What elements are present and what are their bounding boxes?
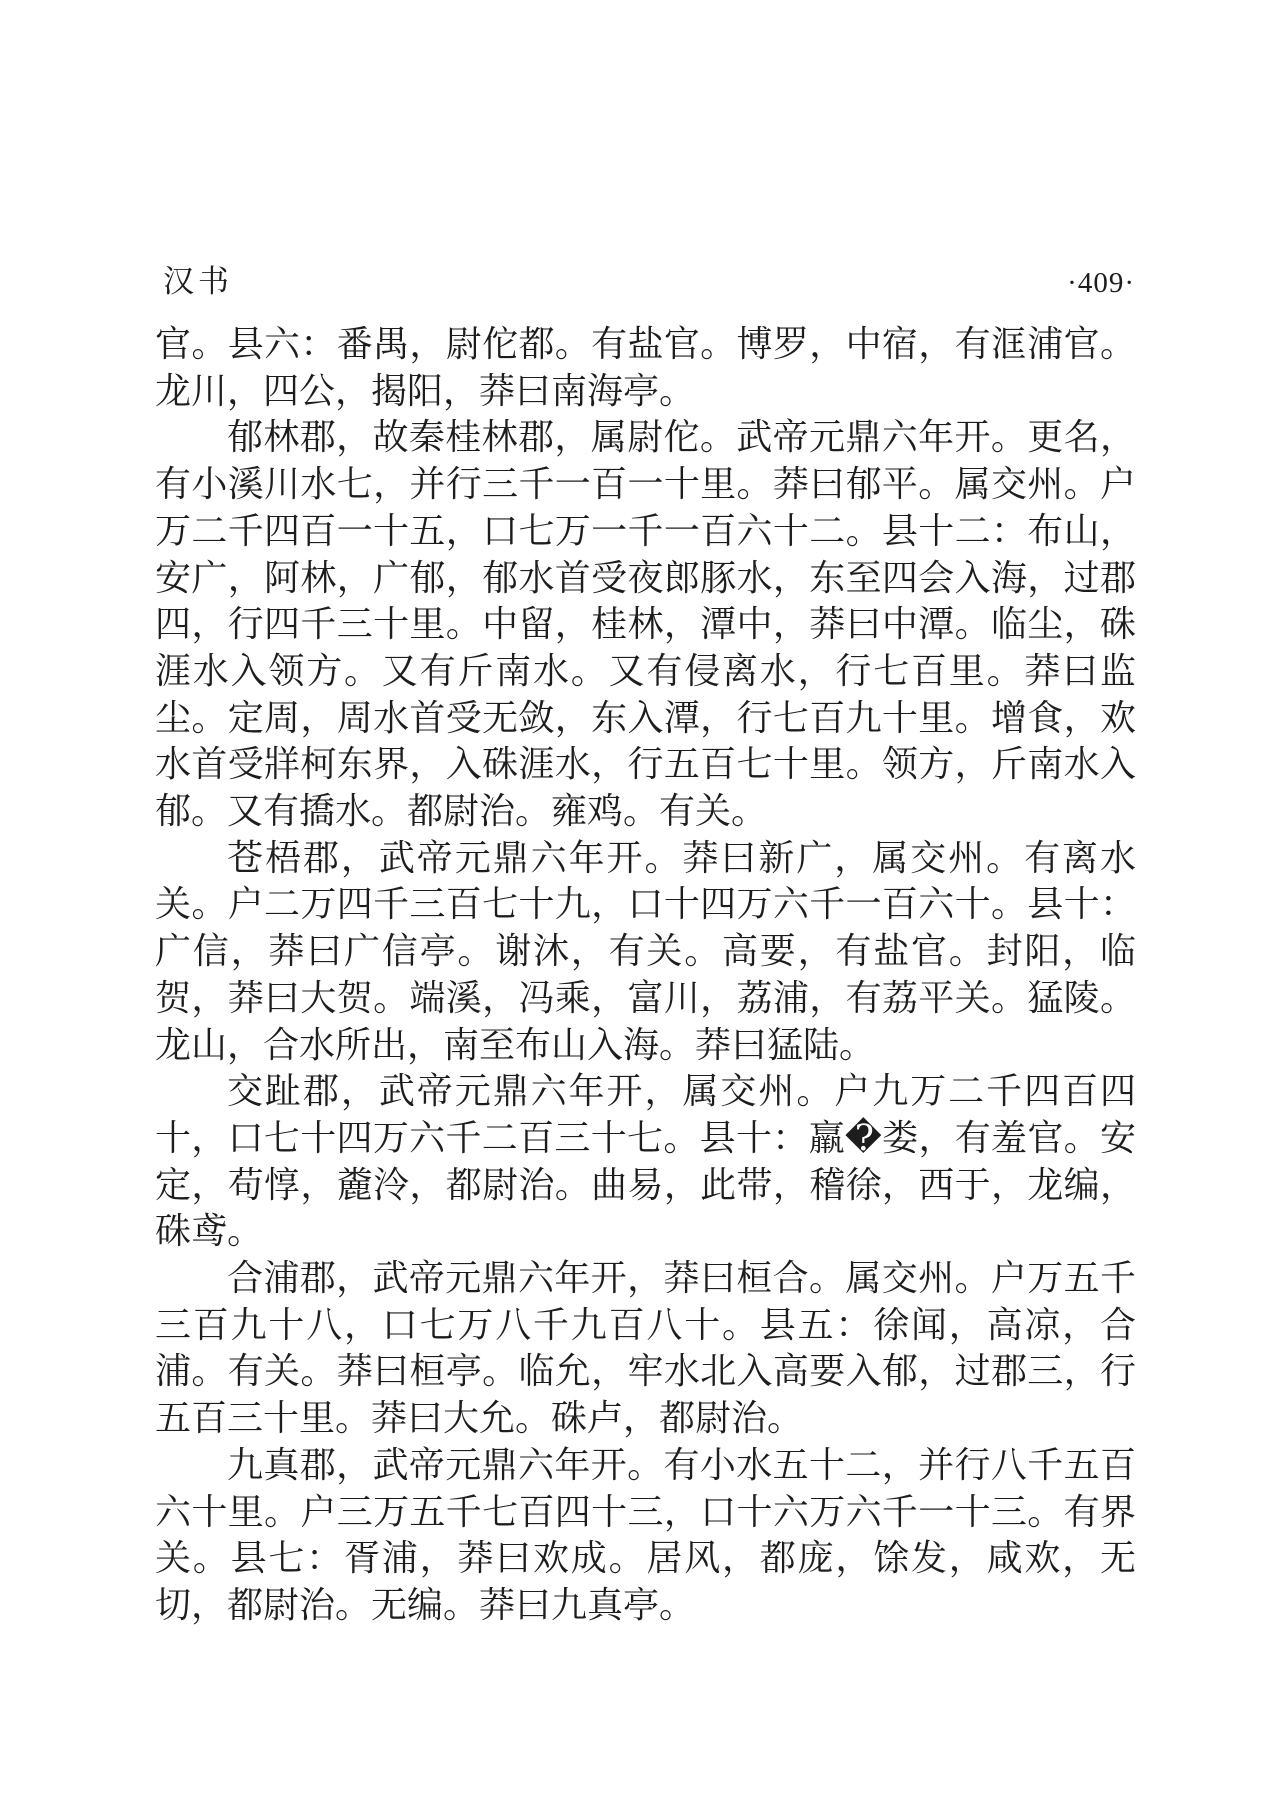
page-number: ·409· (1067, 267, 1135, 299)
paragraph-jiaozhi-commandery: 交趾郡，武帝元鼎六年开，属交州。户九万二千四百四十，口七十四万六千二百三十七。县十：羸�娄，有羞官。安定，苟惇，麊泠，都尉治。曲易，此带，稽徐，西于，龙编，硃鸢。 (155, 1071, 1136, 1252)
paragraph-yulin-commandery: 郁林郡，故秦桂林郡，属尉佗。武帝元鼎六年开。更名，有小溪川水七，并行三千一百一十里。莽曰郁平。属交州。户万二千四百一十五，口七万一千一百六十二。县十二：布山，安广，阿林，广郁，郁水首受夜郎豚水，东至四会入海，过郡四，行四千三十里。中留，桂林，潭中，莽曰中潭。临尘，硃涯水入领方。又有斤南水。又有侵离水，行七百里。莽曰监尘。定周，周水首受无敛，东入潭，行七百九十里。增食，欢水首受牂柯东界，入硃涯水，行五百七十里。领方，斤南水入郁。又有撟水。都尉治。雍鸡。有关。 (155, 417, 1136, 832)
running-header (163, 266, 1135, 298)
paragraph-nanhai-counties: 官。县六：番禺，尉佗都。有盐官。博罗，中宿，有洭浦官。龙川，四公，揭阳，莽曰南海亭。 (155, 324, 1136, 411)
page-body (155, 321, 1136, 1629)
paragraph-hepu-commandery: 合浦郡，武帝元鼎六年开，莽曰桓合。属交州。户万五千三百九十八，口七万八千九百八十。县五：徐闻，高凉，合浦。有关。莽曰桓亭。临允，牢水北入高要入郁，过郡三，行五百三十里。莽曰大允。硃卢，都尉治。 (155, 1258, 1136, 1439)
paragraph-cangwu-commandery: 苍梧郡，武帝元鼎六年开。莽曰新广，属交州。有离水关。户二万四千三百七十九，口十四万六千一百六十。县十：广信，莽曰广信亭。谢沐，有关。高要，有盐官。封阳，临贺，莽曰大贺。端溪，冯乘，富川，荔浦，有荔平关。猛陵。龙山，合水所出，南至布山入海。莽曰猛陆。 (155, 837, 1136, 1065)
paragraph-jiuzhen-commandery: 九真郡，武帝元鼎六年开。有小水五十二，并行八千五百六十里。户三万五千七百四十三，口十六万六千一十三。有界关。县七：胥浦，莽曰欢成。居风，都庞，馀发，咸欢，无切，都尉治。无编。莽曰九真亭。 (155, 1444, 1136, 1625)
book-title: 汉书 (163, 264, 233, 299)
